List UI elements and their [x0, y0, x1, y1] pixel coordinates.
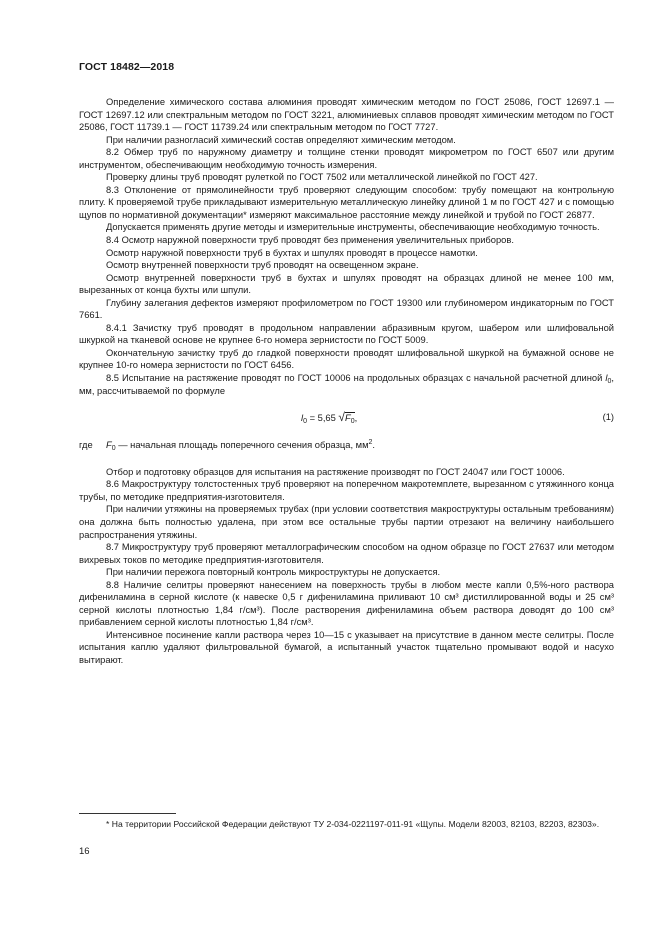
paragraph-overburn: При наличии пережога повторный контроль микроструктуры не допускается.	[106, 567, 441, 578]
legend-end: .	[372, 440, 376, 451]
sqrt-arg-var: F	[345, 413, 351, 424]
legend-var: F	[106, 440, 112, 451]
paragraph-inner-coils: Осмотр внутренней поверхности труб в бухтах и шпулях проводят на образцах длиной не менее 100 мм, вырезанных от конца бухты или шпули.	[79, 272, 614, 296]
formula-suffix: ,	[354, 413, 358, 424]
paragraph-8-8: 8.8 Наличие селитры проверяют нанесением на поверхность трубы в любом месте капли 0,5%-ного раствора дифениламина в серной кислоте (к навеске 0,5 г дифениламина приливают 10 см³ дистиллированной воды и 25 см³ серной кислоты плотностью 1,84 г/см³). После растворения дифениламина объем раствора доводят до 100 см³ прибавлением серной кислоты плотностью 1,84 г/см³.	[79, 579, 614, 628]
paragraph-saltpeter-result: Интенсивное посинение капли раствора через 10—15 с указывает на присутствие в данном месте селитры. После испытания каплю удаляют фильтровальной бумагой, а испытанный участок тщательно промывают водой и насухо вытирают.	[79, 629, 614, 665]
paragraph-chem-disagreement: При наличии разногласий химический состав определяют химическим методом.	[106, 134, 456, 145]
paragraph-chem-composition: Определение химического состава алюминия проводят химическим методом по ГОСТ 25086, ГОСТ 12697.1 — ГОСТ 12697.12 или спектральным методом по ГОСТ 3221, алюминиевых сплавов проводят химическим методом по ГОСТ 25086, ГОСТ 11739.1 — ГОСТ 11739.24 или спектральным методом по ГОСТ 7727.	[79, 97, 614, 133]
sqrt-sign: √	[338, 410, 346, 425]
variable-l0-subscript: 0	[607, 378, 612, 386]
paragraph-shrinkage: При наличии утяжины на проверяемых трубах (при условии соответствия макроструктуры остальным требованиям) она должна быть полностью удалена, при этом все остальные трубы партии отрезают на величину наибольшего распространения утяжины.	[79, 504, 614, 540]
paragraph-8-7: 8.7 Микроструктуру труб проверяют металлографическим способом на одном образце по ГОСТ 27637 или методом вихревых токов по методике предприятия-изготовителя.	[79, 542, 614, 565]
page-number: 16	[79, 846, 90, 857]
formula-rhs-prefix: = 5,65	[306, 413, 339, 424]
variable-l0: l	[605, 373, 608, 384]
paragraph-sampling: Отбор и подготовку образцов для испытания на растяжение производят по ГОСТ 24047 или ГОСТ 10006.	[106, 466, 565, 477]
sqrt-argument	[345, 412, 355, 426]
paragraph-length-check: Проверку длины труб проводят рулеткой по ГОСТ 7502 или металлической линейкой по ГОСТ 427.	[106, 172, 538, 183]
formula-expression	[301, 411, 357, 425]
formula-lhs: l	[301, 413, 304, 424]
paragraph-8-2: 8.2 Обмер труб по наружному диаметру и толщине стенки проводят микрометром по ГОСТ 6507 или другим инструментом, обеспечивающим необходимую точность измерения.	[79, 147, 614, 170]
paragraph-inner-screen: Осмотр внутренней поверхности труб проводят на освещенном экране.	[106, 260, 419, 271]
paragraph-final-cleaning: Окончательную зачистку труб до гладкой поверхности проводят шлифовальной шкуркой на бумажной основе не крупнее 10-го номера зернистости по ГОСТ 6456.	[79, 347, 614, 371]
legend-where-label: где	[79, 440, 93, 451]
paragraph-8-4-1: 8.4.1 Зачистку труб проводят в продольном направлении абразивным кругом, шабером или шлифовальной шкуркой на тканевой основе не крупнее 6-го номера зернистости по ГОСТ 5009.	[79, 322, 614, 346]
paragraph-8-5	[79, 372, 614, 397]
legend-var-subscript: 0	[111, 445, 116, 453]
formula-legend	[79, 437, 614, 452]
formula-lhs-subscript: 0	[303, 418, 307, 426]
paragraph-other-methods: Допускается применять другие методы и измерительные инструменты, обеспечивающие необходимую точность.	[106, 222, 600, 233]
document-header: ГОСТ 18482—2018	[79, 61, 175, 73]
paragraph-8-5-text: 8.5 Испытание на растяжение проводят по ГОСТ 10006 на продольных образцах с начальной расчетной длиной	[106, 373, 606, 384]
paragraph-8-3: 8.3 Отклонение от прямолинейности труб проверяют следующим способом: трубу помещают на контрольную плиту. К проверяемой трубе прикладывают измерительную металлическую линейку длиной 1 м по ГОСТ 427 и с помощью щупов по нормативной документации* измеряют максимальное расстояние между линейкой и трубой по ГОСТ 26877.	[79, 184, 614, 220]
footnote-divider	[79, 813, 176, 814]
footnote: * На территории Российской Федерации действуют ТУ 2-034-0221197-011-91 «Щупы. Модели 82003, 82103, 82203, 82303».	[106, 819, 600, 829]
sqrt-arg-subscript: 0	[350, 418, 355, 426]
legend-text: — начальная площадь поперечного сечения образца, мм	[115, 440, 369, 451]
document-body	[79, 96, 614, 667]
paragraph-8-4: 8.4 Осмотр наружной поверхности труб проводят без применения увеличительных приборов.	[106, 235, 514, 246]
formula-1	[79, 411, 614, 425]
paragraph-defect-depth: Глубину залегания дефектов измеряют профилометром по ГОСТ 19300 или глубиномером индикаторным по ГОСТ 7661.	[79, 297, 614, 321]
paragraph-outer-coils: Осмотр наружной поверхности труб в бухтах и шпулях проводят в процессе намотки.	[106, 247, 478, 258]
paragraph-8-6: 8.6 Макроструктуру толстостенных труб проверяют на поперечном макротемплете, вырезанном с утяжинного конца трубы, по методике предприятия-изготовителя.	[79, 479, 614, 502]
paragraph-8-5-tail: , мм, рассчитываемой по формуле	[79, 373, 614, 396]
formula-number: (1)	[602, 412, 614, 423]
legend-unit-sup: 2	[368, 439, 373, 447]
